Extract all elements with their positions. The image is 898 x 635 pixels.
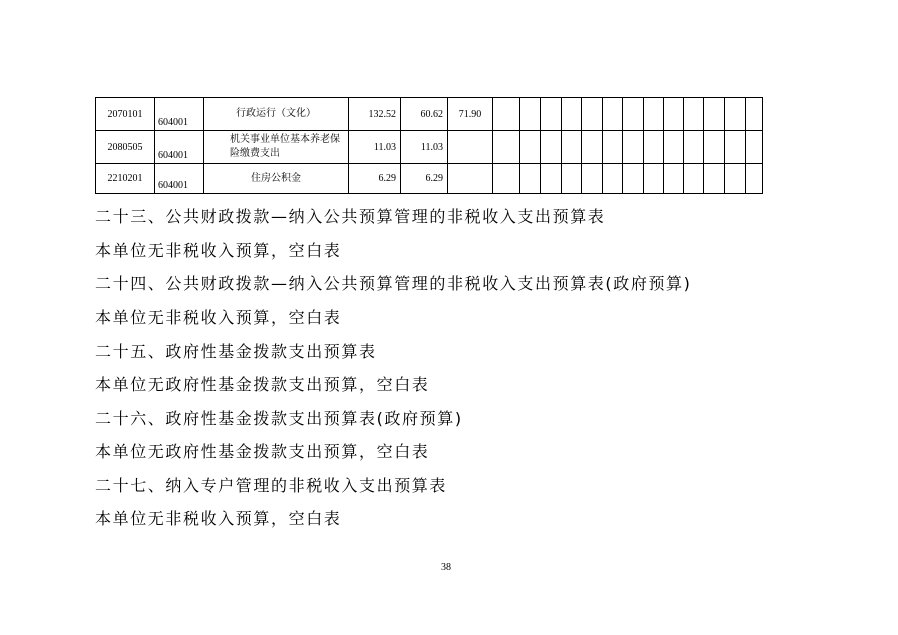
section-heading-25: 二十五、政府性基金拨款支出预算表 <box>95 342 377 361</box>
value-1: 6.29 <box>401 164 448 194</box>
empty-cell <box>725 131 746 164</box>
empty-cell <box>520 98 541 131</box>
empty-cell <box>644 131 664 164</box>
empty-cell <box>623 98 644 131</box>
section-heading-24: 二十四、公共财政拨款—纳入公共预算管理的非税收入支出预算表(政府预算) <box>95 274 692 293</box>
subject-name-text: 机关事业单位基本养老保险缴费支出 <box>230 134 340 159</box>
empty-cell <box>603 98 623 131</box>
empty-cell <box>684 98 704 131</box>
empty-cell <box>704 131 725 164</box>
empty-cell <box>684 164 704 194</box>
unit-code: 604001 <box>155 131 204 164</box>
page-number: 38 <box>441 562 451 573</box>
empty-cell <box>746 164 763 194</box>
section-heading-27: 二十七、纳入专户管理的非税收入支出预算表 <box>95 476 448 495</box>
empty-cell <box>704 98 725 131</box>
empty-cell <box>603 131 623 164</box>
subject-code: 2070101 <box>96 98 155 131</box>
value-2: 71.90 <box>448 98 493 131</box>
total-value: 11.03 <box>349 131 401 164</box>
empty-cell <box>746 98 763 131</box>
budget-table <box>95 97 763 194</box>
empty-cell <box>582 164 603 194</box>
empty-cell <box>746 131 763 164</box>
empty-cell <box>493 131 520 164</box>
subject-code: 2080505 <box>96 131 155 164</box>
empty-cell <box>541 98 562 131</box>
section-note-23: 本单位无非税收入预算，空白表 <box>95 241 342 260</box>
empty-cell <box>725 164 746 194</box>
empty-cell <box>603 164 623 194</box>
value-2 <box>448 164 493 194</box>
table-row <box>96 131 763 164</box>
empty-cell <box>644 98 664 131</box>
subject-name: 行政运行（文化） <box>204 98 349 131</box>
empty-cell <box>623 164 644 194</box>
empty-cell <box>520 131 541 164</box>
section-heading-23: 二十三、公共财政拨款—纳入公共预算管理的非税收入支出预算表 <box>95 207 606 226</box>
empty-cell <box>541 164 562 194</box>
empty-cell <box>644 164 664 194</box>
subject-name <box>204 131 349 164</box>
value-1: 60.62 <box>401 98 448 131</box>
empty-cell <box>520 164 541 194</box>
empty-cell <box>582 98 603 131</box>
section-note-24: 本单位无非税收入预算，空白表 <box>95 308 342 327</box>
empty-cell <box>493 164 520 194</box>
empty-cell <box>562 164 582 194</box>
value-2 <box>448 131 493 164</box>
empty-cell <box>493 98 520 131</box>
value-1: 11.03 <box>401 131 448 164</box>
table-row <box>96 164 763 194</box>
table-row <box>96 98 763 131</box>
section-note-27: 本单位无非税收入预算，空白表 <box>95 509 342 528</box>
subject-name: 住房公积金 <box>204 164 349 194</box>
total-value: 6.29 <box>349 164 401 194</box>
section-note-26: 本单位无政府性基金拨款支出预算，空白表 <box>95 442 430 461</box>
empty-cell <box>562 131 582 164</box>
total-value: 132.52 <box>349 98 401 131</box>
empty-cell <box>664 98 684 131</box>
empty-cell <box>704 164 725 194</box>
empty-cell <box>582 131 603 164</box>
subject-code: 2210201 <box>96 164 155 194</box>
unit-code: 604001 <box>155 98 204 131</box>
section-note-25: 本单位无政府性基金拨款支出预算，空白表 <box>95 375 430 394</box>
empty-cell <box>664 131 684 164</box>
empty-cell <box>623 131 644 164</box>
empty-cell <box>562 98 582 131</box>
empty-cell <box>664 164 684 194</box>
empty-cell <box>725 98 746 131</box>
section-heading-26: 二十六、政府性基金拨款支出预算表(政府预算) <box>95 409 463 428</box>
unit-code: 604001 <box>155 164 204 194</box>
empty-cell <box>541 131 562 164</box>
empty-cell <box>684 131 704 164</box>
